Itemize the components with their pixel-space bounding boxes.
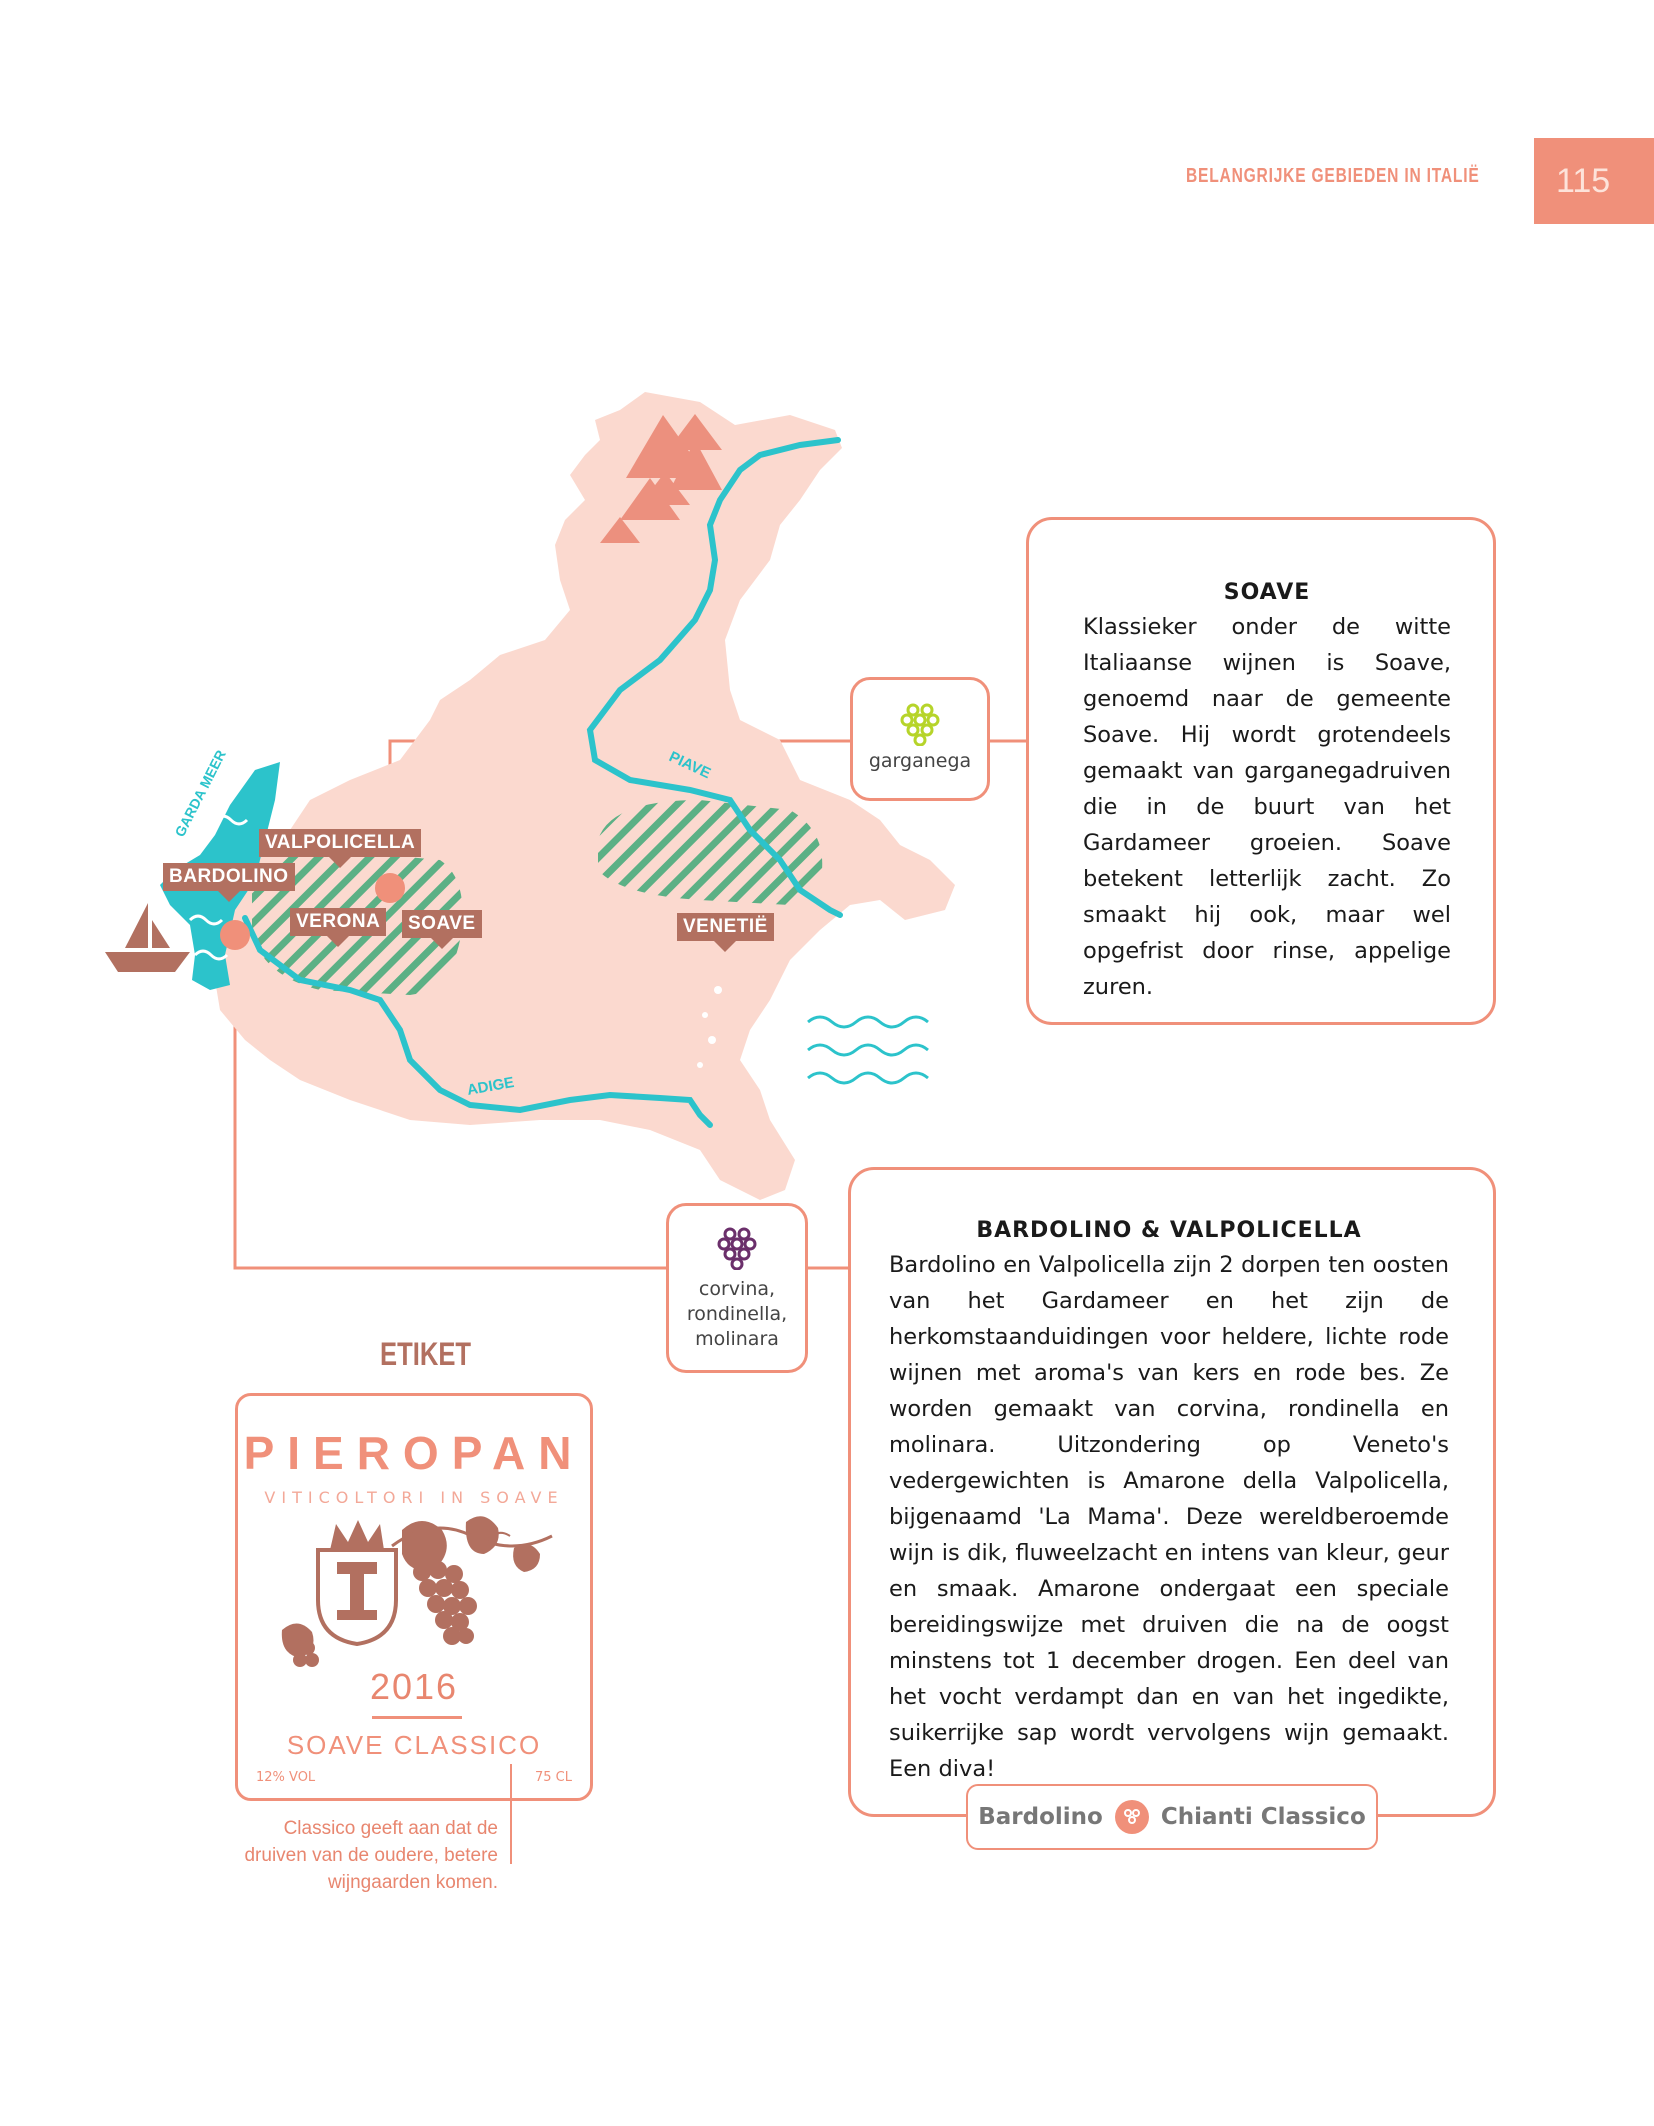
garganega-grape-box	[850, 677, 990, 801]
grape-rondinella: rondinella,	[686, 1303, 788, 1325]
label-subtitle: VITICOLTORI IN SOAVE	[264, 1488, 564, 1507]
verona-pin: VERONA	[290, 908, 386, 936]
soave-pin: SOAVE	[402, 910, 482, 938]
classico-note: Classico geeft aan dat de druiven van de oudere, betere wijngaarden komen.	[244, 1818, 498, 1893]
annotation-line	[510, 1764, 512, 1864]
sea-waves-icon	[808, 1017, 928, 1083]
bardolino-pin: BARDOLINO	[163, 863, 295, 891]
compare-right: Chianti Classico	[1160, 1804, 1366, 1830]
label-brand: PIEROPAN	[243, 1427, 585, 1479]
bardolino-marker	[220, 920, 250, 950]
wine-label	[235, 1393, 593, 1801]
year-divider	[372, 1716, 462, 1719]
garda-meer-label: GARDA MEER	[171, 747, 229, 840]
soave-info-box	[1026, 517, 1496, 1025]
label-wine-name: SOAVE CLASSICO	[286, 1730, 542, 1760]
vine-crest-illustration	[252, 1510, 582, 1670]
bardolino-info-box	[848, 1167, 1496, 1817]
soave-title: SOAVE	[1223, 580, 1311, 605]
label-alcohol: 12% VOL	[256, 1770, 316, 1785]
soave-marker	[375, 873, 405, 903]
grape-molinara: molinara	[695, 1328, 779, 1350]
veneto-region-shape	[205, 392, 955, 1200]
bardolino-title: BARDOLINO & VALPOLICELLA	[976, 1218, 1362, 1243]
adige-label: ADIGE	[465, 1073, 516, 1099]
piave-label: PIAVE	[666, 748, 714, 783]
section-title: BELANGRIJKE GEBIEDEN IN ITALIË	[1186, 165, 1480, 187]
page-number: 115	[1534, 138, 1654, 224]
venetie-pin: VENETIË	[677, 913, 774, 941]
red-grape-icon	[717, 1222, 757, 1270]
boat-icon	[105, 903, 190, 972]
white-grape-icon	[900, 698, 940, 746]
red-grapes-box	[666, 1203, 808, 1373]
valpolicella-pin: VALPOLICELLA	[259, 829, 421, 857]
wine-comparison	[966, 1784, 1378, 1850]
label-volume: 75 CL	[535, 1770, 572, 1785]
soave-text: Klassieker onder de witte Italiaanse wijnen is Soave, genoemd naar de gemeente Soave. Hij wordt grotendeels gemaakt van garganegadruiven die in de buurt van het Gardameer groeien. Soave betekent letterlijk zacht. Zo smaakt hij ook, maar wel opgefrist door rinse, appelige zuren.	[1083, 614, 1451, 1000]
compare-left: Bardolino	[978, 1804, 1103, 1830]
etiket-heading: ETIKET	[380, 1336, 472, 1372]
grape-corvina: corvina,	[698, 1278, 776, 1300]
bardolino-text: Bardolino en Valpolicella zijn 2 dorpen ten oosten van het Gardameer en het zijn de herkomstaanduidingen voor heldere, lichte rode wijnen met aroma's van kers en rode bes. Ze worden gemaakt van corvina, rondinella en molinara. Uitzondering op Veneto's vedergewichten is Amarone della Valpolicella, bijgenaamd 'La Mama'. Deze wereldberoemde wijn is dik, fluweelzacht en intens van kleur, geur en smaak. Amarone ondergaat een speciale bereidingswijze met druiven die na de oogst minstens tot 1 december drogen. Een deel van het vocht verdampt dan en van het ingedikte, suikerrijke sap wordt vervolgens wijn gemaakt. Een diva!	[889, 1252, 1449, 1782]
label-year: 2016	[369, 1666, 459, 1707]
garganega-label: garganega	[868, 750, 972, 772]
compare-icon	[1115, 1800, 1149, 1834]
